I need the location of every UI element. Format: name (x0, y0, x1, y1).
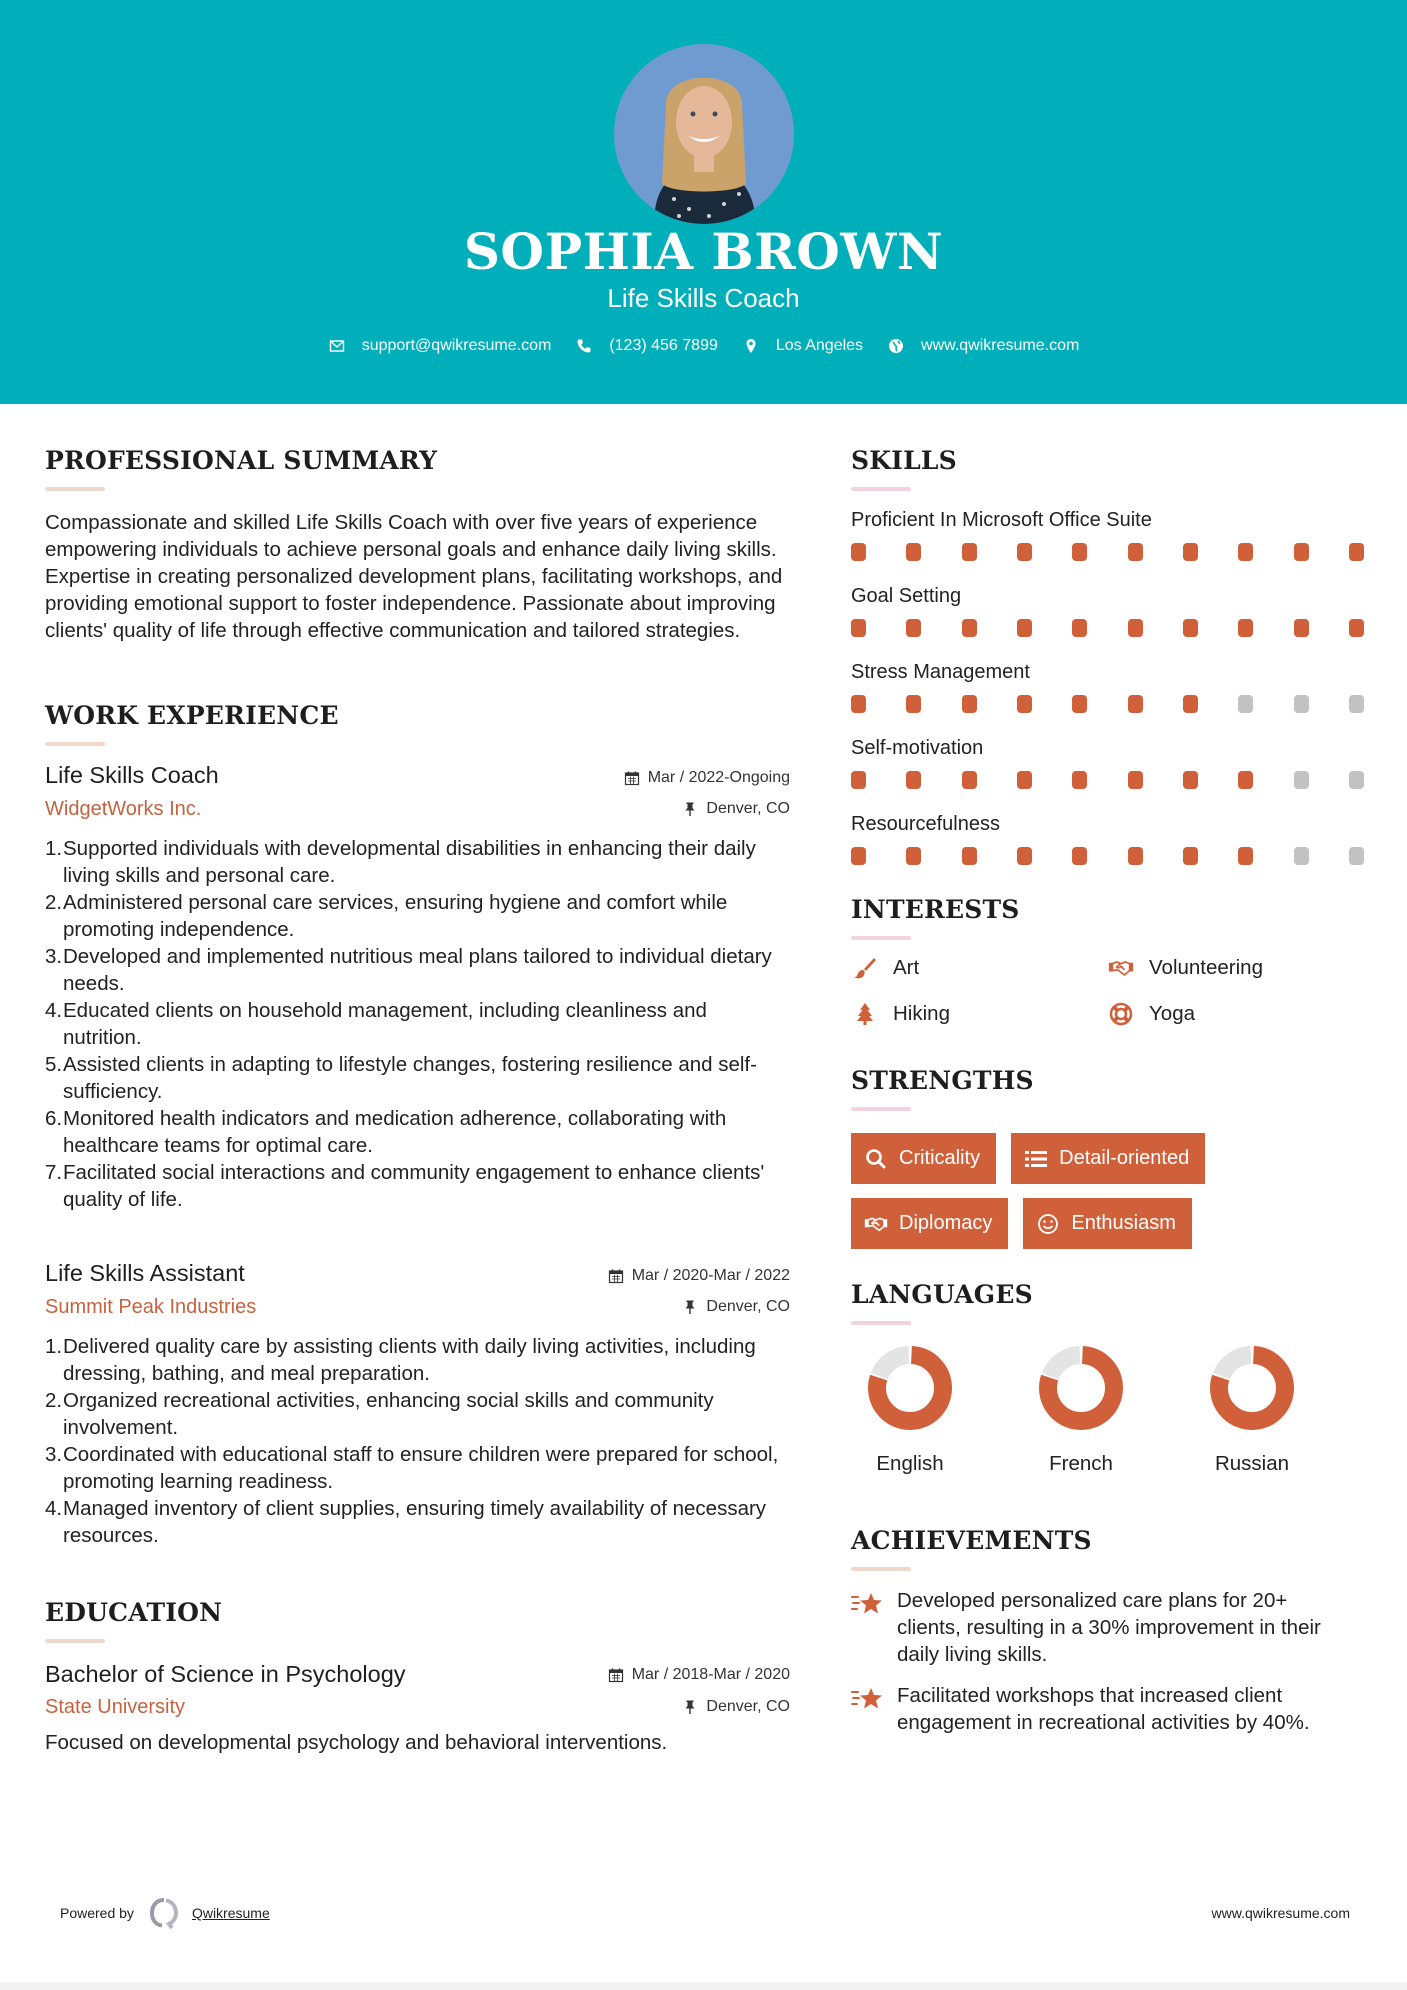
rating-dot-filled (962, 847, 977, 865)
rating-dot-filled (1238, 771, 1253, 789)
shooting-star-icon (851, 1684, 885, 1714)
list-item: 4. Educated clients on household management, including cleanliness and nutrition. (45, 999, 707, 1049)
job-title: Life Skills Assistant (45, 1260, 245, 1286)
pushpin-icon (682, 1299, 698, 1315)
list-item: 4. Managed inventory of client supplies, ensuring timely availability of necessary resources. (45, 1497, 767, 1547)
life-ring-icon (1107, 1002, 1135, 1026)
pushpin-icon (682, 1699, 698, 1715)
language-label: English (876, 1452, 944, 1475)
list-item: 1. Supported individuals with developmental disabilities in enhancing their daily living skills and personal care. (45, 837, 756, 887)
candidate-name: SOPHIA BROWN (463, 222, 944, 281)
rating-dot-filled (851, 695, 866, 713)
section-divider (45, 742, 105, 746)
globe-icon (887, 337, 905, 355)
skill-label: Resourcefulness (851, 813, 1000, 835)
skill-label: Goal Setting (851, 585, 962, 607)
job-location: Denver, CO (682, 1295, 790, 1319)
summary-heading: PROFESSIONAL SUMMARY (45, 446, 438, 475)
rating-dot-filled (1183, 847, 1198, 865)
rating-dot-filled (1349, 619, 1364, 637)
rating-dot-filled (1128, 771, 1143, 789)
rating-dot-filled (1183, 771, 1198, 789)
list-icon (1023, 1147, 1049, 1171)
job-dates: Mar / 2020-Mar / 2022 (608, 1264, 790, 1288)
experience-section (45, 701, 790, 1213)
skills-list (851, 505, 1371, 865)
language-proficiency-donut (865, 1343, 955, 1433)
rating-dot-filled (906, 543, 921, 561)
rating-dot-filled (962, 543, 977, 561)
languages-list (851, 1343, 1371, 1476)
languages-section (851, 1280, 1371, 1476)
rating-dot-filled (1238, 543, 1253, 561)
rating-dot-filled (906, 619, 921, 637)
skill-rating (851, 695, 1364, 713)
company-name: Summit Peak Industries (45, 1296, 257, 1318)
job-dates: Mar / 2022-Ongoing (624, 766, 790, 790)
list-item: 3. Coordinated with educational staff to ensure children were prepared for school, promoting learning readiness. (45, 1443, 779, 1493)
envelope-icon (328, 337, 346, 355)
tree-icon (851, 1002, 879, 1026)
language-item (851, 1343, 1022, 1476)
rating-dot-filled (1294, 543, 1309, 561)
skill-rating (851, 847, 1364, 865)
rating-dot-empty (1349, 695, 1364, 713)
contact-bar (0, 337, 1407, 355)
interests-section (851, 895, 1371, 1028)
education-location: Denver, CO (682, 1695, 790, 1719)
interest-item-art: Art (851, 954, 1107, 982)
contact-location (742, 337, 863, 355)
rating-dot-filled (1072, 695, 1087, 713)
rating-dot-filled (1238, 619, 1253, 637)
education-dates: Mar / 2018-Mar / 2020 (608, 1663, 790, 1687)
strength-chip-diplomacy: Diplomacy (851, 1198, 1008, 1249)
strength-chip-enthusiasm: Enthusiasm (1023, 1198, 1192, 1249)
rating-dot-filled (1128, 543, 1143, 561)
skills-heading: SKILLS (851, 446, 957, 475)
resume-header (0, 0, 1407, 404)
list-item: 7. Facilitated social interactions and community engagement to enhance clients' quality of life. (45, 1161, 765, 1211)
company-name: WidgetWorks Inc. (45, 798, 202, 820)
rating-dot-empty (1294, 847, 1309, 865)
rating-dot-filled (1072, 543, 1087, 561)
profile-photo (614, 44, 794, 224)
section-divider (45, 1639, 105, 1643)
achievements-heading: ACHIEVEMENTS (851, 1526, 1092, 1555)
rating-dot-filled (1017, 847, 1032, 865)
rating-dot-filled (1183, 543, 1198, 561)
section-divider (851, 487, 911, 491)
skill-rating (851, 771, 1364, 789)
paintbrush-icon (851, 956, 879, 980)
strengths-list (851, 1133, 1371, 1249)
skill-rating (851, 619, 1364, 637)
job-location: Denver, CO (682, 797, 790, 821)
contact-phone-text: (123) 456 7899 (609, 337, 718, 354)
skill-rating (851, 543, 1364, 561)
qwikresume-logo-icon (148, 1897, 180, 1929)
rating-dot-filled (1072, 771, 1087, 789)
job-entry (45, 1260, 790, 1549)
strengths-heading: STRENGTHS (851, 1066, 1034, 1095)
candidate-title: Life Skills Coach (607, 283, 800, 313)
education-heading: EDUCATION (45, 1598, 223, 1627)
rating-dot-filled (1128, 619, 1143, 637)
summary-section (45, 446, 790, 644)
rating-dot-filled (851, 619, 866, 637)
rating-dot-filled (906, 771, 921, 789)
experience-heading: WORK EXPERIENCE (45, 701, 339, 730)
rating-dot-filled (962, 771, 977, 789)
qwikresume-link[interactable]: Qwikresume (191, 1905, 270, 1921)
section-divider (851, 936, 911, 940)
calendar-icon (608, 1268, 624, 1284)
page-bottom-edge (0, 1982, 1407, 1990)
skill-label: Proficient In Microsoft Office Suite (851, 509, 1152, 531)
contact-website-text: www.qwikresume.com (921, 337, 1080, 354)
achievement-item: Facilitated workshops that increased client engagement in recreational activities by 40%. (851, 1682, 1371, 1736)
list-item: 3. Developed and implemented nutritious meal plans tailored to individual dietary needs. (45, 945, 772, 995)
contact-email-text: support@qwikresume.com (361, 337, 552, 354)
rating-dot-filled (1128, 847, 1143, 865)
rating-dot-filled (1072, 847, 1087, 865)
skill-item (851, 733, 1371, 789)
smile-icon (1035, 1212, 1061, 1236)
rating-dot-filled (1072, 619, 1087, 637)
shooting-star-icon (851, 1589, 885, 1619)
rating-dot-empty (1294, 695, 1309, 713)
interests-heading: INTERESTS (851, 895, 1020, 924)
section-divider (851, 1321, 911, 1325)
rating-dot-filled (962, 695, 977, 713)
skill-item (851, 657, 1371, 713)
map-marker-icon (742, 337, 760, 355)
rating-dot-filled (1238, 847, 1253, 865)
skill-item (851, 809, 1371, 865)
list-item: 5. Assisted clients in adapting to lifestyle changes, fostering resilience and self-sufficiency. (45, 1053, 757, 1103)
strength-chip-detail-oriented: Detail-oriented (1011, 1133, 1205, 1184)
language-item (1022, 1343, 1193, 1476)
language-proficiency-donut (1207, 1343, 1297, 1433)
summary-text: Compassionate and skilled Life Skills Coach with over five years of experience empowering individuals to achieve personal goals and enhance daily living skills. Expertise in creating personalized development plans, facilitating workshops, and providing emotional support to foster independence. Passionate about improving clients' quality of life through effective communication and tailored strategies. (45, 511, 783, 642)
education-description: Focused on developmental psychology and behavioral interventions. (45, 1731, 668, 1754)
person-photo-icon (614, 44, 794, 224)
rating-dot-filled (1128, 695, 1143, 713)
rating-dot-filled (1017, 619, 1032, 637)
rating-dot-filled (1183, 619, 1198, 637)
language-proficiency-donut (1036, 1343, 1126, 1433)
job-title: Life Skills Coach (45, 762, 219, 788)
search-icon (863, 1147, 889, 1171)
rating-dot-empty (1294, 771, 1309, 789)
list-item: 2. Administered personal care services, ensuring hygiene and comfort while promoting independence. (45, 891, 728, 941)
skill-item (851, 505, 1371, 561)
contact-website[interactable] (887, 337, 1079, 355)
job-responsibilities (45, 1333, 790, 1549)
language-label: French (1049, 1452, 1113, 1475)
calendar-icon (624, 770, 640, 786)
contact-email[interactable] (328, 337, 552, 355)
skill-item (851, 581, 1371, 637)
education-section (45, 1598, 790, 1756)
languages-heading: LANGUAGES (851, 1280, 1033, 1309)
handshake-icon (863, 1212, 889, 1236)
pushpin-icon (682, 801, 698, 817)
job-responsibilities (45, 835, 790, 1213)
rating-dot-empty (1349, 847, 1364, 865)
interest-item-yoga: Yoga (1107, 1000, 1363, 1028)
job-entry (45, 762, 790, 1213)
powered-by-label: Powered by (60, 1905, 134, 1921)
language-label: Russian (1214, 1452, 1290, 1475)
list-item: 1. Delivered quality care by assisting clients with daily living activities, including dressing, bathing, and meal preparation. (45, 1335, 756, 1385)
contact-phone[interactable] (575, 337, 718, 355)
rating-dot-filled (851, 543, 866, 561)
rating-dot-filled (1183, 695, 1198, 713)
skill-label: Self-motivation (851, 737, 984, 759)
list-item: 6. Monitored health indicators and medication adherence, collaborating with healthcare teams for optimal care. (45, 1107, 727, 1157)
strengths-section (851, 1066, 1371, 1249)
school-name: State University (45, 1696, 186, 1718)
rating-dot-empty (1349, 771, 1364, 789)
page-footer (60, 1897, 1350, 1929)
rating-dot-empty (1238, 695, 1253, 713)
interests-grid (851, 954, 1371, 1028)
rating-dot-filled (906, 847, 921, 865)
rating-dot-filled (1017, 695, 1032, 713)
section-divider (851, 1567, 911, 1571)
degree-title: Bachelor of Science in Psychology (45, 1661, 406, 1687)
interest-item-volunteering: Volunteering (1107, 954, 1363, 982)
rating-dot-filled (906, 695, 921, 713)
rating-dot-filled (1017, 543, 1032, 561)
rating-dot-filled (1294, 619, 1309, 637)
language-item (1193, 1343, 1364, 1476)
skill-label: Stress Management (851, 661, 1030, 683)
section-divider (851, 1107, 911, 1111)
calendar-icon (608, 1667, 624, 1683)
rating-dot-filled (1017, 771, 1032, 789)
list-item: 2. Organized recreational activities, enhancing social skills and community involvement. (45, 1389, 714, 1439)
interest-item-hiking: Hiking (851, 1000, 1107, 1028)
strength-chip-criticality: Criticality (851, 1133, 996, 1184)
handshake-icon (1107, 956, 1135, 980)
footer-website[interactable]: www.qwikresume.com (1211, 1905, 1350, 1921)
rating-dot-filled (1349, 543, 1364, 561)
contact-location-text: Los Angeles (775, 337, 864, 354)
achievements-section (851, 1526, 1371, 1750)
phone-icon (575, 337, 593, 355)
achievement-item: Developed personalized care plans for 20+ clients, resulting in a 30% improvement in their daily living skills. (851, 1587, 1371, 1668)
section-divider (45, 487, 105, 491)
rating-dot-filled (851, 847, 866, 865)
skills-section (851, 446, 1371, 885)
rating-dot-filled (851, 771, 866, 789)
rating-dot-filled (962, 619, 977, 637)
